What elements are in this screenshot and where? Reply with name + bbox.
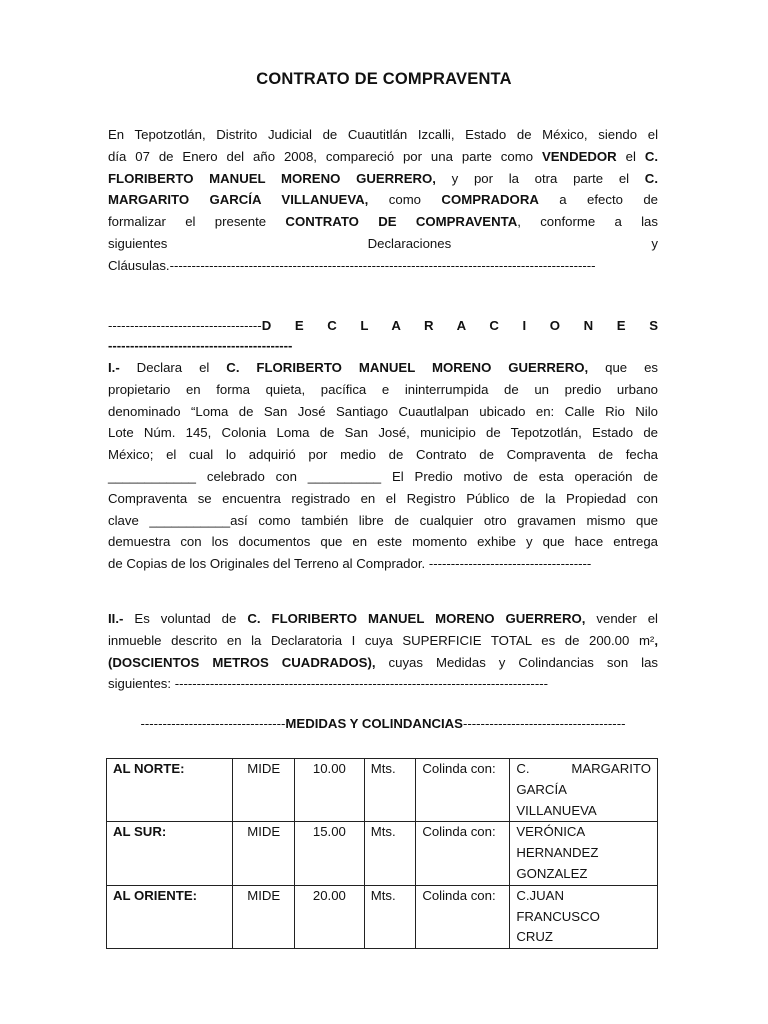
- declaration-line: I.- Declara el C. FLORIBERTO MANUEL MORENO GUERRERO, que es: [108, 360, 658, 375]
- neighbor-name-line: GONZALEZ: [516, 865, 588, 881]
- intro-line: En Tepotzotlán, Distrito Judicial de Cuautitlán Izcalli, Estado de México, siendo el: [108, 127, 658, 142]
- mide-cell: MIDE: [233, 822, 295, 885]
- neighbor-cell: [510, 885, 658, 948]
- document-title: CONTRATO DE COMPRAVENTA: [256, 70, 512, 88]
- declaration-2: [108, 608, 658, 695]
- declaration-line: siguientes: -------------------------------------------------------------------------------------: [108, 676, 548, 692]
- declaraciones-heading-line: -----------------------------------D E C L A R A C I O N E S: [108, 318, 658, 333]
- intro-line: FLORIBERTO MANUEL MORENO GUERRERO, y por la otra parte el C.: [108, 170, 658, 186]
- neighbor-cell: [510, 822, 658, 885]
- measure-value: 20.00: [295, 885, 365, 948]
- neighbor-name-line: CRUZ: [516, 929, 553, 945]
- direction-cell: AL NORTE:: [107, 759, 233, 822]
- neighbor-name-line: GARCÍA: [516, 781, 567, 797]
- table-row: [107, 822, 658, 885]
- declaration-line: Lote Núm. 145, Colonia Loma de San José, municipio de Tepotzotlán, Estado de: [108, 425, 658, 441]
- neighbor-name-line: C. MARGARITO: [516, 761, 651, 776]
- declaration-line: inmueble descrito en la Declaratoria I cuya SUPERFICIE TOTAL es de 200.00 m²,: [108, 632, 658, 648]
- medidas-table: [106, 758, 658, 949]
- declaration-1: [108, 357, 658, 575]
- intro-paragraph: [108, 124, 658, 277]
- declaration-line: II.- Es voluntad de C. FLORIBERTO MANUEL MORENO GUERRERO, vender el: [108, 611, 658, 626]
- measure-value: 10.00: [295, 759, 365, 822]
- mide-cell: MIDE: [233, 885, 295, 948]
- neighbor-name-line: HERNANDEZ: [516, 845, 599, 861]
- declaration-line: Compraventa se encuentra registrado en el Registro Público de la Propiedad con: [108, 490, 658, 506]
- intro-line: día 07 de Enero del año 2008, compareció por una parte como VENDEDOR el C.: [108, 148, 658, 164]
- measure-value: 15.00: [295, 822, 365, 885]
- declaration-line: México; el cual lo adquirió por medio de Contrato de Compraventa de fecha: [108, 447, 658, 463]
- declaration-line: denominado “Loma de San José Santiago Cuautlalpan ubicado en: Calle Rio Nilo: [108, 403, 658, 419]
- unit-cell: Mts.: [364, 759, 416, 822]
- declaration-line: demuestra con los documentos que en este momento exhibe y que hace entrega: [108, 534, 658, 550]
- colinda-cell: Colinda con:: [416, 885, 510, 948]
- neighbor-name-line: FRANCUSCO: [516, 908, 600, 924]
- intro-line: siguientes Declaraciones y: [108, 235, 658, 251]
- neighbor-name-line: C.JUAN: [516, 887, 564, 903]
- declaration-line: de Copias de los Originales del Terreno al Comprador. -------------------------------------: [108, 556, 592, 572]
- intro-line: MARGARITO GARCÍA VILLANUEVA, como COMPRADORA a efecto de: [108, 192, 659, 208]
- mide-cell: MIDE: [233, 759, 295, 822]
- declaration-line: ____________ celebrado con __________ El Predio motivo de esta operación de: [108, 468, 658, 484]
- colinda-cell: Colinda con:: [416, 759, 510, 822]
- medidas-heading: ---------------------------------MEDIDAS Y COLINDANCIAS-------------------------------------: [140, 716, 626, 731]
- intro-line: Cláusulas.-------------------------------------------------------------------------------------------------: [108, 257, 596, 273]
- unit-cell: Mts.: [364, 822, 416, 885]
- intro-line: formalizar el presente CONTRATO DE COMPRAVENTA, conforme a las: [108, 214, 658, 230]
- declaration-line: (DOSCIENTOS METROS CUADRADOS), cuyas Medidas y Colindancias son las: [108, 654, 658, 670]
- declaration-line: propietario en forma quieta, pacífica e ininterrumpida de un predio urbano: [108, 381, 658, 397]
- neighbor-cell: [510, 759, 658, 822]
- neighbor-name-line: VILLANUEVA: [516, 802, 597, 818]
- neighbor-name-line: VERÓNICA: [516, 824, 586, 840]
- unit-cell: Mts.: [364, 885, 416, 948]
- colinda-cell: Colinda con:: [416, 822, 510, 885]
- declaration-line: clave ___________así como también libre de cualquier otro gravamen mismo que: [108, 512, 658, 528]
- direction-cell: AL SUR:: [107, 822, 233, 885]
- table-row: [107, 759, 658, 822]
- direction-cell: AL ORIENTE:: [107, 885, 233, 948]
- declaraciones-heading-dashes: ------------------------------------------: [108, 338, 293, 353]
- declaraciones-heading: [108, 316, 658, 356]
- table-row: [107, 885, 658, 948]
